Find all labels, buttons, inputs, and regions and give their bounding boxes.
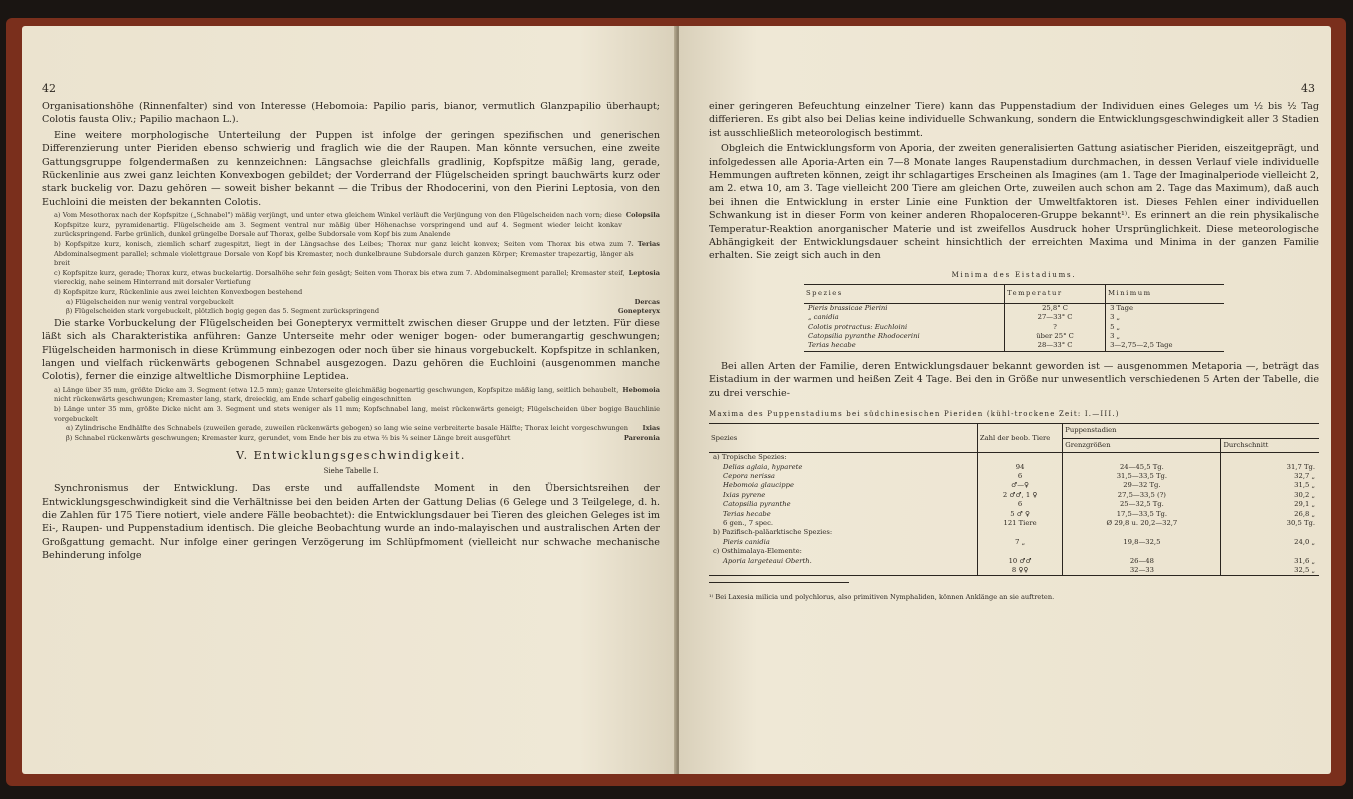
table-header-row	[804, 285, 1224, 303]
key-entry: α) Zylindrische Endhälfte des Schnabels (zuweilen gerade, zuweilen rückenwärts gebogen) so lang wie seine verbreiterte basale Hälfte; Thorax leicht vorgeschwungen Ixias	[66, 424, 660, 433]
column-header: Minimum	[1106, 285, 1224, 303]
key-entry: b) Länge unter 35 mm, größte Dicke nicht am 3. Segment und stets weniger als 11 mm; Kopfschnabel lang, meist rückenwärts geneigt; Flügelscheiden über bogige Bauchlinie vorgebuckelt	[54, 405, 660, 423]
footnote-rule	[709, 582, 849, 583]
pupa-key-2	[42, 386, 660, 444]
column-header: Zahl der beob. Tiere	[977, 424, 1062, 453]
key-entry: d) Kopfspitze kurz, Rückenlinie aus zwei leichten Konvexbogen bestehend	[54, 288, 303, 296]
table-row: Terias hecabe 5 ♂ ♀ 17,5—33,5 Tg. 26,8 „	[709, 510, 1319, 519]
section-subheading: Siehe Tabelle I.	[323, 466, 379, 475]
left-page	[22, 26, 677, 774]
table-caption: Maxima des Puppenstadiums bei südchinesischen Pieriden (kühl-trockene Zeit: I.—III.)	[709, 409, 1120, 418]
table-row: Aporia largeteaui Oberth. 10 ♂♂ 26—48 31,6 „	[709, 557, 1319, 566]
table-row: Delias aglaia, hyparete 94 24—45,5 Tg. 31,7 Tg.	[709, 463, 1319, 472]
column-header: Temperatur	[1005, 285, 1106, 303]
key-entry: c) Kopfspitze kurz, gerade; Thorax kurz, etwas buckelartig. Dorsalhöhe sehr fein gesägt; Seiten vom Thorax bis etwa zum 7. Abdominalsegment parallel; Kremaster steif, viereckig, nahe seinem Hinterrand mit dorsaler Vertiefung Leptosia	[54, 268, 660, 287]
table-summary-row: 6 gen., 7 spec. 121 Tiere Ø 29,8 u. 20,2—32,7 30,5 Tg.	[709, 519, 1319, 528]
table-row: Catopsilia pyranthe Rhodocerini über 25° C 3 „	[804, 332, 1224, 341]
table-row: Pieris brassicae Pierini 25,8° C 3 Tage	[804, 303, 1224, 313]
right-page	[679, 26, 1331, 774]
key-entry: a) Länge über 35 mm, größte Dicke am 3. Segment (etwa 12.5 mm); ganze Unterseite gleichmäßig bogenartig geschwungen, Kopfspitze mäßig lang, seitlich behaubelt, nicht rückenwärts geschwungen; Kremaster lang, stark, dreieckig, am Ende scharf gabelig eingeschnitten Hebomoia	[54, 385, 660, 404]
footnote: ¹⁾ Bei Laxesia milicia und polychlorus, also primitiven Nymphaliden, können Anklänge an sie auftreten.	[709, 593, 1055, 602]
paragraph: Obgleich die Entwicklungsform von Aporia, der zweiten generalisierten Gattung asiatischer Pieriden, eiszeitgeprägt, und infolgedessen alle Aporia-Arten ein 7—8 Monate langes Raupenstadium durchmachen, in dessen Verlauf viele individuelle Hemmungen auftreten können, zeigt ihr schlagartiges Erscheinen als Imagines (am 1. Tage der Imaginalperiode vielleicht 2, am 2. etwa 10, am 3. Tage vielleicht 200 Tiere am gleichen Orte, zuweilen auch schon am 2. Tage das Maximum), daß auch bei ihnen die Entwicklung in erster Linie eine Funktion der Umweltfaktoren ist. Dieses Fehlen einer individuellen Schwankung ist in dieser Form von keiner anderen Rhopaloceren-Gruppe bekannt¹⁾. Es erinnert an die rein physikalische Temperatur-Reaktion anorganischer Materie und ist zweifellos Ausdruck hoher Ursprünglichkeit. Diese meteorologische Abhängigkeit der Entwicklungsdauer scheint hinsichtlich der erreichten Maxima und Minima in der ganzen Familie erhalten. Sie zeigt sich auch in den	[709, 143, 1319, 262]
section-heading: V. Entwicklungsgeschwindigkeit.	[236, 449, 466, 463]
key-entry: β) Flügelscheiden stark vorgebuckelt, plötzlich bogig gegen das 5. Segment zurückspringend Gonepteryx	[66, 307, 660, 316]
table-row: Pieris canidia 7 „ 19,8—32,5 24,0 „	[709, 538, 1319, 547]
column-header: Puppenstadien	[1063, 424, 1319, 438]
right-column	[709, 100, 1319, 605]
column-header: Spezies	[709, 424, 977, 453]
table-row: „ canidia 27—33° C 3 „	[804, 313, 1224, 322]
paragraph: Bei allen Arten der Familie, deren Entwicklungsdauer bekannt geworden ist — ausgenommen Metaporia —, beträgt das Eistadium in der warmen und heißen Zeit 4 Tage. Bei den in Größe nur unwesentlich verschiedenen 5 Arten der Tabelle, die zu drei verschie-	[709, 360, 1319, 399]
pupa-maxima-table	[709, 423, 1319, 576]
paragraph: Eine weitere morphologische Unterteilung der Puppen ist infolge der geringen spezifischen und generischen Differenzierung unter Pieriden ebenso schwierig und fraglich wie die der Raupen. Man könnte versuchen, eine zweite Gattungsgruppe folgendermaßen zu kennzeichnen: Längsachse gleichfalls gradlinig, Kopfspitze mäßig lang, gerade, Rückenlinie aus zwei ganz leichten Konvexbogen gebildet; der Vorderrand der Flügelscheiden springt bauchwärts kurz oder stark buckelig vor. Dazu gehören — soweit bisher bekannt — die Tribus der Rhodocerini, von den Pierini Leptosia, von den Euchloini die meisten der bekannten Colotis.	[42, 129, 660, 208]
page-number-left: 42	[42, 82, 56, 95]
column-header: Spezies	[804, 285, 1005, 303]
page-number-right: 43	[1301, 82, 1315, 95]
paragraph: einer geringeren Befeuchtung einzelner Tiere) kann das Puppenstadium der Individuen eines Geleges um ½ bis ½ Tag differieren. Es gibt also bei Delias keine individuelle Schwankung, sondern die Entwicklungsgeschwindigkeit aller 3 Stadien ist ausschließlich meteorologisch bestimmt.	[709, 101, 1319, 139]
table-section-row: b) Pazifisch-paläarktische Spezies:	[709, 528, 1319, 537]
table-row: Hebomoia glaucippe ♂—♀ 29—32 Tg. 31,5 „	[709, 481, 1319, 490]
key-entry: β) Schnabel rückenwärts geschwungen; Kremaster kurz, gerundet, vom Ende her bis zu etwa ⅔ bis ¾ seiner Länge breit ausgeführt Pareronia	[66, 433, 660, 442]
table-row: Catopsilia pyranthe 6 25—32,5 Tg. 29,1 „	[709, 500, 1319, 509]
table-header-row	[709, 424, 1319, 438]
key-entry: b) Kopfspitze kurz, konisch, ziemlich scharf zugespitzt, liegt in der Längsachse des Leibes; Thorax nur ganz leicht konvex; Seiten vom Thorax bis etwa zum 7. Abdominalsegment parallel; schmale violettgraue Dorsale von Kopf bis Kremaster, noch dunkelbraune Subdorsale durch ganzen Körper; Kremaster trapezartig, länger als breit Terias	[54, 240, 660, 268]
paragraph: Die starke Vorbuckelung der Flügelscheiden bei Gonepteryx vermittelt zwischen dieser Gruppe und der letzten. Für diese läßt sich als Charakteristika anführen: Ganze Unterseite mehr oder weniger bogen- oder bumerangartig geschwungen; Flügelscheiden harmonisch in diese Krümmung einbezogen oder noch über sie hinaus vorgebuckelt. Kopfspitze in schlanken, langen und vielfach rückenwärts gebogenen Schnabel ausgezogen. Dazu gehören die Euchloini (ausgenommen manche Colotis), ferner die einzige altweltliche Dismorphiine Leptidea.	[42, 317, 660, 383]
table-row: 8 ♀♀ 32—33 32,5 „	[709, 566, 1319, 576]
book-binding	[6, 18, 1346, 786]
table-section-row: a) Tropische Spezies:	[709, 453, 1319, 463]
key-entry: α) Flügelscheiden nur wenig ventral vorgebuckelt Dercas	[66, 297, 660, 306]
column-header: Durchschnitt	[1221, 438, 1319, 452]
table-row: Cepora nerissa 6 31,5—33,5 Tg. 32,7 „	[709, 472, 1319, 481]
key-entry: a) Vom Mesothorax nach der Kopfspitze („Schnabel") mäßig verjüngt, und unter etwa gleichem Winkel verläuft die Verjüngung von den Flügelscheiden nach vorn; diese Kopfspitze kurz, pyramidenartig. Flügelscheide am 3. Segment ventral nur mäßig über Höhenachse vorspringend und auf 4. Segment wieder leicht konkav zurückspringend. Farbe grünlich, dunkel grüngelbe Dorsale auf Thorax, gelbe Subdorsale vom Kopf bis zum Analende Colopsila	[54, 211, 660, 239]
table-row: Terias hecabe 28—33° C 3—2,75—2,5 Tage	[804, 341, 1224, 351]
paragraph: Synchronismus der Entwicklung. Das erste und auffallendste Moment in den Übersichtsreihen der Entwicklungsgeschwindigkeit sind die Verhältnisse bei den beiden Arten der Gattung Delias (6 Gelege und 3 Teilgelege, d. h. die Zahlen für 175 Tiere notiert, viele andere Fälle beobachtet): die Entwicklungsdauer bei Tieren des gleichen Geleges ist im Ei-, Raupen- und Puppenstadium identisch. Die gleiche Beobachtung wurde an indo-malayischen und australischen Arten der Großgattung gemacht. Nur infolge einer geringen Verzögerung im Schlüpfmoment (vielleicht nur schwache mechanische Behinderung infolge	[42, 483, 660, 562]
table-caption: Minima des Eistadiums.	[951, 270, 1077, 279]
paragraph: Organisationshöhe (Rinnenfalter) sind von Interesse (Hebomoia: Papilio paris, bianor, vermutlich Glanzpapilio überhaupt; Colotis fausta Oliv.; Papilio machaon L.).	[42, 101, 660, 126]
left-column	[42, 100, 660, 565]
column-header: Grenzgrößen	[1063, 438, 1221, 452]
pupa-key-1	[42, 211, 660, 317]
table-section-row: c) Osthimalaya-Elemente:	[709, 547, 1319, 556]
table-row: Colotis protractus: Euchloini ? 5 „	[804, 323, 1224, 332]
table-row: Ixias pyrene 2 ♂♂, 1 ♀ 27,5—33,5 (?) 30,2 „	[709, 491, 1319, 500]
egg-minima-table	[804, 284, 1224, 351]
